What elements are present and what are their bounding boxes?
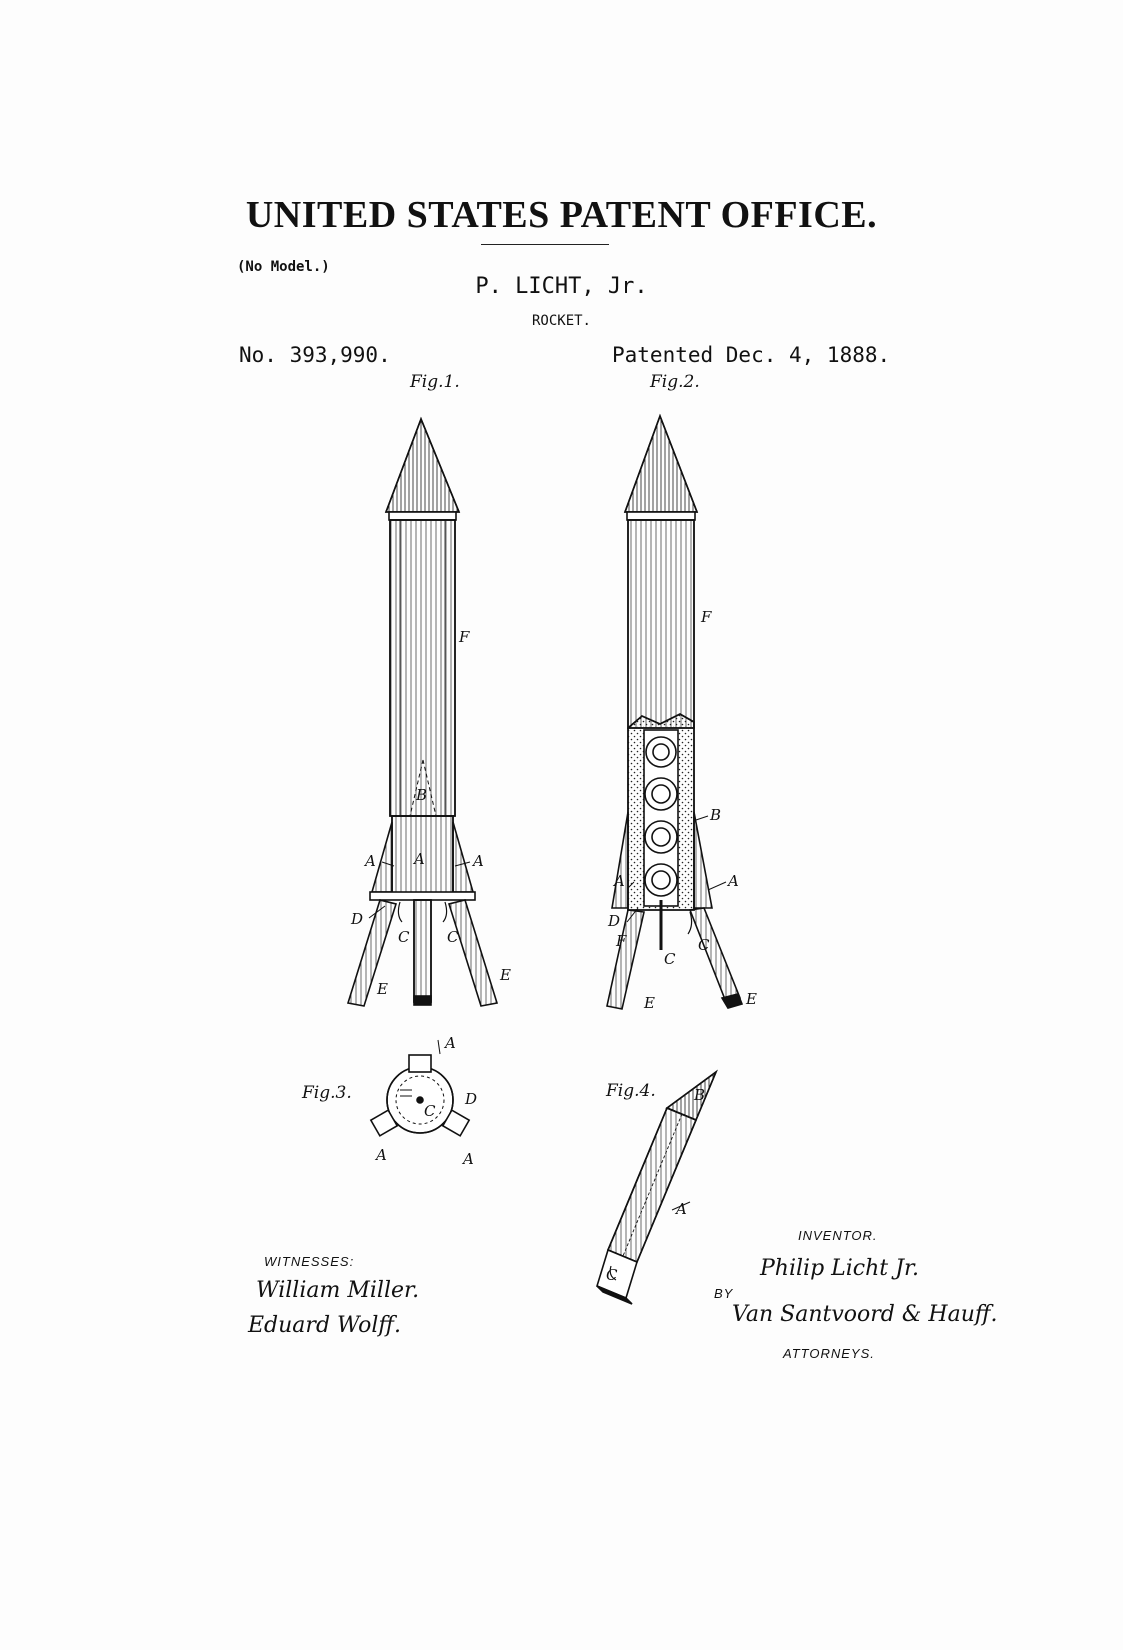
fig1-letter-D: D bbox=[351, 910, 364, 928]
fig3-letter-D: D bbox=[465, 1090, 478, 1108]
fig2-rocket bbox=[607, 416, 742, 1009]
inventor-name: P. LICHT, Jr. bbox=[475, 274, 648, 299]
fig3-letter-A-left: A bbox=[376, 1146, 387, 1164]
fig2-letter-D: D bbox=[608, 912, 621, 930]
witness-2-signature: Eduard Wolff. bbox=[248, 1313, 402, 1338]
fig2-letter-A-left: A bbox=[614, 872, 625, 890]
witnesses-label: WITNESSES: bbox=[264, 1254, 355, 1269]
fig1-letter-B: B bbox=[416, 786, 428, 804]
fig3-letter-C: C bbox=[424, 1102, 436, 1120]
by-label: BY bbox=[714, 1286, 734, 1301]
patent-office-heading: UNITED STATES PATENT OFFICE. bbox=[245, 194, 878, 236]
fig2-letter-E-left: E bbox=[644, 994, 655, 1012]
fig1-letter-E-left: E bbox=[377, 980, 388, 998]
fig3-letter-A-top: A bbox=[445, 1034, 456, 1052]
fig2-letter-F-lower: F bbox=[616, 932, 627, 950]
fig1-label: Fig.1. bbox=[410, 372, 460, 392]
inventor-signature: Philip Licht Jr. bbox=[760, 1256, 920, 1281]
patent-date: Patented Dec. 4, 1888. bbox=[612, 343, 891, 367]
fig1-letter-A-right: A bbox=[473, 852, 484, 870]
fig1-letter-E-right: E bbox=[500, 966, 511, 984]
fig2-letter-C-center: C bbox=[664, 950, 676, 968]
fig1-letter-A-left: A bbox=[365, 852, 376, 870]
fig4-label: Fig.4. bbox=[606, 1081, 656, 1101]
fig2-letter-F: F bbox=[701, 608, 712, 626]
fig3-letter-A-right: A bbox=[463, 1150, 474, 1168]
fig4-letter-B: B bbox=[694, 1086, 706, 1104]
fig1-letter-C-left: C bbox=[398, 928, 410, 946]
fig3-label: Fig.3. bbox=[302, 1083, 352, 1103]
inventor-label: INVENTOR. bbox=[798, 1228, 878, 1243]
model-note: (No Model.) bbox=[237, 259, 330, 275]
fig2-letter-E-right: E bbox=[746, 990, 757, 1008]
fig1-letter-C-right: C bbox=[447, 928, 459, 946]
attorneys-label: ATTORNEYS. bbox=[783, 1346, 875, 1361]
attorneys-signature: Van Santvoord & Hauff. bbox=[732, 1302, 998, 1327]
fig1-rocket bbox=[348, 419, 497, 1006]
fig1-letter-F: F bbox=[459, 628, 470, 646]
fig2-letter-C-right: C bbox=[698, 936, 710, 954]
fig2-letter-A-right: A bbox=[728, 872, 739, 890]
fig4-letter-A: A bbox=[676, 1200, 687, 1218]
fig2-letter-B: B bbox=[710, 806, 722, 824]
witness-1-signature: William Miller. bbox=[256, 1278, 420, 1303]
fig2-label: Fig.2. bbox=[650, 372, 700, 392]
patent-subject: ROCKET. bbox=[531, 313, 591, 329]
fig4-letter-C: C bbox=[606, 1266, 618, 1284]
fig3-base-plan bbox=[371, 1040, 469, 1136]
fig1-letter-A-center: A bbox=[414, 850, 425, 868]
patent-number: No. 393,990. bbox=[239, 343, 391, 367]
